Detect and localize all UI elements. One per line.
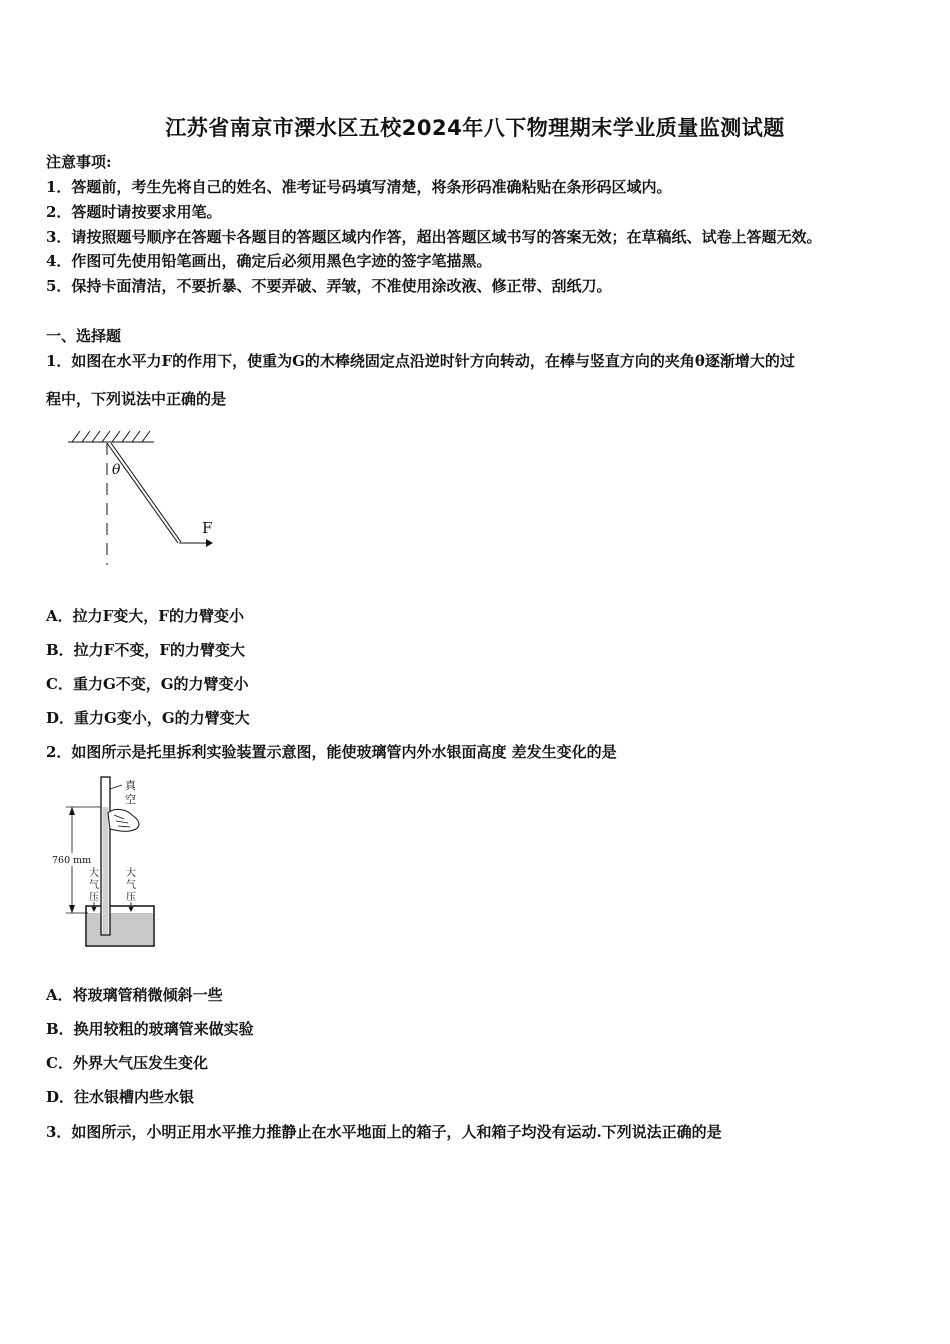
question-1-option-d[interactable]: D．重力G变小，G的力臂变大 <box>46 709 250 727</box>
atmosphere-label-left: 压 <box>89 892 99 903</box>
atmosphere-label-left: 大 <box>89 868 99 879</box>
question-1-stem-line1: 1．如图在水平力F的作用下，使重为G的木棒绕固定点沿逆时针方向转动，在棒与竖直方向的夹角θ逐渐增大的过 <box>46 352 795 370</box>
atmosphere-label-right: 气 <box>126 880 136 891</box>
question-2-option-b[interactable]: B．换用较粗的玻璃管来做实验 <box>46 1020 254 1038</box>
question-3-stem: 3．如图所示，小明正用水平推力推静止在水平地面上的箱子，人和箱子均没有运动.下列说法正确的是 <box>46 1123 722 1141</box>
notice-heading: 注意事项: <box>46 153 112 171</box>
height-arrow-up <box>69 807 75 815</box>
atmosphere-label-right: 压 <box>126 892 136 903</box>
angle-theta-label: θ <box>112 462 121 478</box>
mercury-in-trough <box>87 913 153 945</box>
notice-item: 2．答题时请按要求用笔。 <box>46 203 222 221</box>
section-heading: 一、选择题 <box>46 327 122 345</box>
notice-item: 3．请按照题号顺序在答题卡各题目的答题区域内作答，超出答题区域书写的答案无效；在草稿纸、试卷上答题无效。 <box>46 228 822 246</box>
question-1-option-b[interactable]: B．拉力F不变，F的力臂变大 <box>46 641 245 659</box>
notice-item: 4．作图可先使用铅笔画出，确定后必须用黑色字迹的签字笔描黑。 <box>46 252 492 270</box>
wooden-rod <box>107 443 181 543</box>
question-2-option-a[interactable]: A．将玻璃管稍微倾斜一些 <box>46 986 223 1004</box>
question-2-option-c[interactable]: C．外界大气压发生变化 <box>46 1054 208 1072</box>
hand-icon <box>108 809 139 831</box>
notice-item: 5．保持卡面清洁，不要折暴、不要弄破、弄皱，不准使用涂改液、修正带、刮纸刀。 <box>46 277 612 295</box>
question-2-figure <box>48 773 168 953</box>
notice-item: 1．答题前，考生先将自己的姓名、准考证号码填写清楚，将条形码准确粘贴在条形码区域内。 <box>46 178 672 196</box>
height-label: 760 mm <box>52 855 92 866</box>
vacuum-label: 空 <box>125 793 136 806</box>
atmosphere-arrowhead-right <box>129 907 134 912</box>
atmosphere-label-right: 大 <box>126 868 136 879</box>
force-label: F <box>202 519 213 537</box>
vacuum-leader <box>110 785 122 789</box>
ceiling-hatch <box>68 431 154 442</box>
force-arrowhead <box>206 539 213 547</box>
atmosphere-arrowhead-left <box>92 907 97 912</box>
mercury-column <box>103 807 109 934</box>
vacuum-label: 真 <box>125 779 136 792</box>
question-1-option-a[interactable]: A．拉力F变大，F的力臂变小 <box>46 607 244 625</box>
question-1-option-c[interactable]: C．重力G不变，G的力臂变小 <box>46 675 249 693</box>
atmosphere-label-left: 气 <box>89 880 99 891</box>
question-2-option-d[interactable]: D．往水银槽内些水银 <box>46 1088 195 1106</box>
question-1-stem-line2: 程中，下列说法中正确的是 <box>46 390 227 408</box>
height-arrow-down <box>69 905 75 913</box>
question-1-figure <box>60 425 230 570</box>
exam-title: 江苏省南京市溧水区五校2024年八下物理期末学业质量监测试题 <box>165 116 785 140</box>
question-2-stem: 2．如图所示是托里拆利实验装置示意图，能使玻璃管内外水银面高度 差发生变化的是 <box>46 743 617 761</box>
